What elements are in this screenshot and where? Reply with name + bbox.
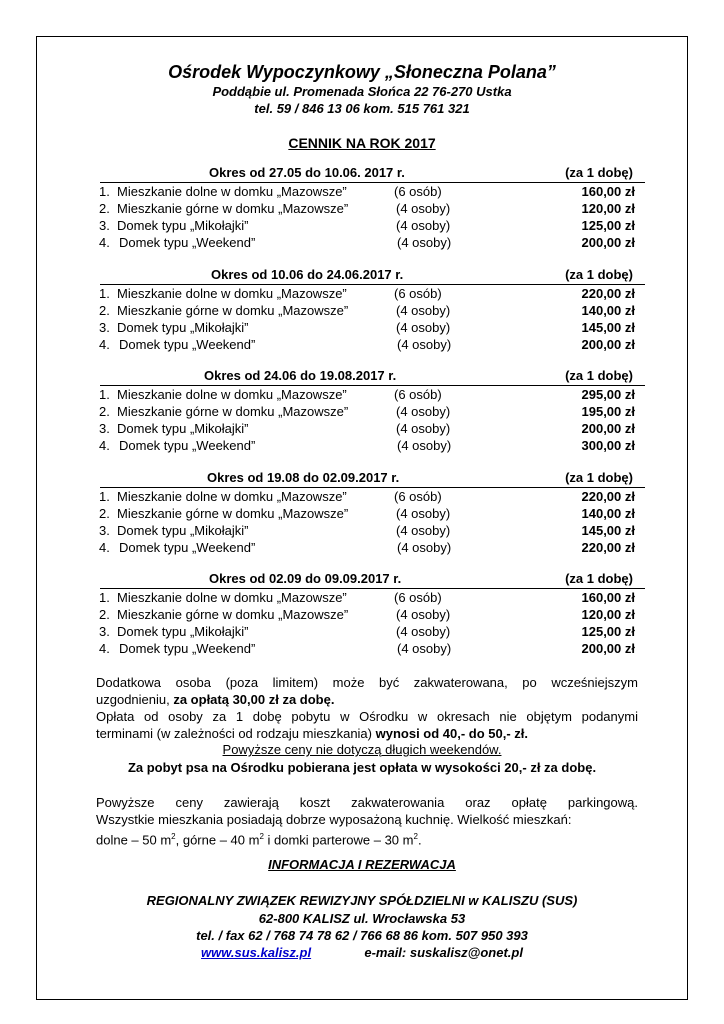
price: 145,00 zł	[581, 523, 635, 538]
price-row	[0, 320, 724, 337]
price-row	[0, 506, 724, 523]
capacity: (4 osoby)	[396, 624, 451, 639]
price-row	[0, 641, 724, 658]
note-extra-person-fee: za opłatą 30,00 zł za dobę.	[173, 692, 335, 707]
footer-phones: tel. / fax 62 / 768 74 78 62 / 766 68 86 kom. 507 950 393	[196, 928, 528, 943]
note-fee-text: terminami (w zależności od rodzaju mieszkania)	[96, 726, 376, 741]
capacity: (6 osób)	[394, 590, 442, 605]
period-label: Okres od 02.09 do 09.09.2017 r.	[209, 571, 402, 586]
price-row	[0, 607, 724, 624]
resort-phone: tel. 59 / 846 13 06 kom. 515 761 321	[254, 101, 470, 116]
period-header	[100, 267, 645, 285]
capacity: (6 osób)	[394, 489, 442, 504]
price: 220,00 zł	[581, 489, 635, 504]
price-row	[0, 590, 724, 607]
item-number: 4.	[99, 235, 110, 250]
sup-2: 2	[259, 832, 264, 841]
item-number: 2.	[99, 201, 110, 216]
item-number: 4.	[99, 337, 110, 352]
accommodation-name: Mieszkanie dolne w domku „Mazowsze”	[117, 286, 347, 301]
item-number: 1.	[99, 184, 110, 199]
per-day-label: (za 1 dobę)	[565, 165, 633, 180]
item-number: 3.	[99, 624, 110, 639]
per-day-label: (za 1 dobę)	[565, 470, 633, 485]
note-fee-amount: wynosi od 40,- do 50,- zł.	[375, 726, 529, 741]
capacity: (4 osoby)	[397, 641, 452, 656]
accommodation-name: Domek typu „Weekend”	[119, 438, 256, 453]
accommodation-name: Domek typu „Weekend”	[119, 641, 256, 656]
item-number: 2.	[99, 506, 110, 521]
note-fee-line1: Opłata od osoby za 1 dobę pobytu w Ośrodku w okresach nie objętym podanymi	[96, 709, 638, 724]
info-title: INFORMACJA I REZERWACJA	[268, 857, 456, 872]
period-label: Okres od 27.05 do 10.06. 2017 r.	[209, 165, 405, 180]
price: 220,00 zł	[581, 286, 635, 301]
note-included-line1: Powyższe ceny zawierają koszt zakwaterowania oraz opłatę parkingową.	[96, 795, 638, 810]
sup-1: 2	[171, 832, 176, 841]
price: 120,00 zł	[581, 201, 635, 216]
note-extra-person-line1: Dodatkowa osoba (poza limitem) może być zakwaterowana, po wcześniejszym	[96, 675, 638, 690]
price: 295,00 zł	[581, 387, 635, 402]
capacity: (4 osoby)	[396, 303, 451, 318]
price-row	[0, 421, 724, 438]
price-row	[0, 235, 724, 252]
capacity: (4 osoby)	[396, 523, 451, 538]
item-number: 4.	[99, 540, 110, 555]
size-upper: , górne – 40 m	[175, 832, 260, 848]
item-number: 3.	[99, 320, 110, 335]
accommodation-name: Domek typu „Weekend”	[119, 337, 256, 352]
footer-email: e-mail: suskalisz@onet.pl	[364, 945, 523, 960]
note-weekends: Powyższe ceny nie dotyczą długich weekendów.	[222, 742, 502, 757]
price-row	[0, 218, 724, 235]
price: 200,00 zł	[581, 421, 635, 436]
capacity: (4 osoby)	[397, 438, 452, 453]
item-number: 2.	[99, 607, 110, 622]
cennik-title: CENNIK NA ROK 2017	[288, 135, 436, 151]
item-number: 4.	[99, 641, 110, 656]
price: 200,00 zł	[581, 337, 635, 352]
period-label: Okres od 10.06 do 24.06.2017 r.	[211, 267, 404, 282]
accommodation-name: Domek typu „Mikołajki”	[117, 421, 249, 436]
accommodation-name: Mieszkanie górne w domku „Mazowsze”	[117, 506, 349, 521]
price: 120,00 zł	[581, 607, 635, 622]
price: 200,00 zł	[581, 641, 635, 656]
accommodation-name: Domek typu „Weekend”	[119, 540, 256, 555]
price-row	[0, 286, 724, 303]
period-header	[100, 165, 645, 183]
price-row	[0, 387, 724, 404]
price: 140,00 zł	[581, 506, 635, 521]
capacity: (6 osób)	[394, 286, 442, 301]
accommodation-name: Mieszkanie dolne w domku „Mazowsze”	[117, 489, 347, 504]
price: 140,00 zł	[581, 303, 635, 318]
accommodation-name: Mieszkanie górne w domku „Mazowsze”	[117, 607, 349, 622]
price-row	[0, 523, 724, 540]
item-number: 1.	[99, 387, 110, 402]
note-extra-person-line2	[96, 691, 638, 708]
size-cottages: i domki parterowe – 30 m	[263, 832, 414, 848]
period-label: Okres od 19.08 do 02.09.2017 r.	[207, 470, 400, 485]
price: 200,00 zł	[581, 235, 635, 250]
capacity: (4 osoby)	[396, 506, 451, 521]
period-label: Okres od 24.06 do 19.08.2017 r.	[204, 368, 397, 383]
sup-3: 2	[413, 832, 418, 841]
period-header	[100, 368, 645, 386]
item-number: 2.	[99, 303, 110, 318]
capacity: (4 osoby)	[396, 320, 451, 335]
price-row	[0, 201, 724, 218]
accommodation-name: Domek typu „Mikołajki”	[117, 320, 249, 335]
item-number: 3.	[99, 523, 110, 538]
price: 195,00 zł	[581, 404, 635, 419]
price: 160,00 zł	[581, 590, 635, 605]
capacity: (4 osoby)	[396, 218, 451, 233]
price: 125,00 zł	[581, 218, 635, 233]
item-number: 3.	[99, 218, 110, 233]
accommodation-name: Mieszkanie dolne w domku „Mazowsze”	[117, 184, 347, 199]
price-row	[0, 404, 724, 421]
price: 125,00 zł	[581, 624, 635, 639]
size-lower: dolne – 50 m	[96, 832, 172, 848]
note-included-line2: Wszystkie mieszkania posiadają dobrze wyposażoną kuchnię. Wielkość mieszkań:	[96, 812, 572, 827]
item-number: 3.	[99, 421, 110, 436]
capacity: (4 osoby)	[397, 540, 452, 555]
price: 160,00 zł	[581, 184, 635, 199]
accommodation-name: Domek typu „Mikołajki”	[117, 624, 249, 639]
website-link[interactable]: www.sus.kalisz.pl	[201, 945, 312, 960]
capacity: (4 osoby)	[396, 404, 451, 419]
capacity: (4 osoby)	[397, 337, 452, 352]
capacity: (6 osób)	[394, 387, 442, 402]
per-day-label: (za 1 dobę)	[565, 571, 633, 586]
accommodation-name: Mieszkanie górne w domku „Mazowsze”	[117, 404, 349, 419]
period-header	[100, 571, 645, 589]
accommodation-name: Mieszkanie dolne w domku „Mazowsze”	[117, 387, 347, 402]
capacity: (4 osoby)	[397, 235, 452, 250]
accommodation-name: Mieszkanie dolne w domku „Mazowsze”	[117, 590, 347, 605]
per-day-label: (za 1 dobę)	[565, 267, 633, 282]
price: 220,00 zł	[581, 540, 635, 555]
capacity: (4 osoby)	[396, 421, 451, 436]
note-fee-line2	[96, 725, 638, 742]
price-row	[0, 540, 724, 557]
note-included-line3	[96, 828, 638, 848]
period-header	[100, 470, 645, 488]
resort-title: Ośrodek Wypoczynkowy „Słoneczna Polana”	[168, 62, 556, 82]
accommodation-name: Mieszkanie górne w domku „Mazowsze”	[117, 201, 349, 216]
footer-contact	[0, 945, 724, 960]
accommodation-name: Domek typu „Mikołajki”	[117, 218, 249, 233]
item-number: 1.	[99, 286, 110, 301]
item-number: 1.	[99, 489, 110, 504]
footer-org: REGIONALNY ZWIĄZEK REWIZYJNY SPÓŁDZIELNI w KALISZU (SUS)	[146, 893, 578, 908]
accommodation-name: Mieszkanie górne w domku „Mazowsze”	[117, 303, 349, 318]
accommodation-name: Domek typu „Mikołajki”	[117, 523, 249, 538]
price: 145,00 zł	[581, 320, 635, 335]
note-extra-person-text: uzgodnieniu,	[96, 692, 174, 707]
price-row	[0, 624, 724, 641]
price: 300,00 zł	[581, 438, 635, 453]
item-number: 2.	[99, 404, 110, 419]
capacity: (6 osób)	[394, 184, 442, 199]
capacity: (4 osoby)	[396, 607, 451, 622]
footer-address: 62-800 KALISZ ul. Wrocławska 53	[258, 911, 466, 926]
capacity: (4 osoby)	[396, 201, 451, 216]
accommodation-name: Domek typu „Weekend”	[119, 235, 256, 250]
price-row	[0, 337, 724, 354]
per-day-label: (za 1 dobę)	[565, 368, 633, 383]
item-number: 1.	[99, 590, 110, 605]
item-number: 4.	[99, 438, 110, 453]
note-dog-fee: Za pobyt psa na Ośrodku pobierana jest opłata w wysokości 20,- zł za dobę.	[127, 760, 597, 775]
price-row	[0, 489, 724, 506]
price-row	[0, 438, 724, 455]
price-row	[0, 184, 724, 201]
resort-address: Poddąbie ul. Promenada Słońca 22 76-270 Ustka	[212, 84, 512, 99]
price-row	[0, 303, 724, 320]
size-end: .	[417, 832, 422, 848]
